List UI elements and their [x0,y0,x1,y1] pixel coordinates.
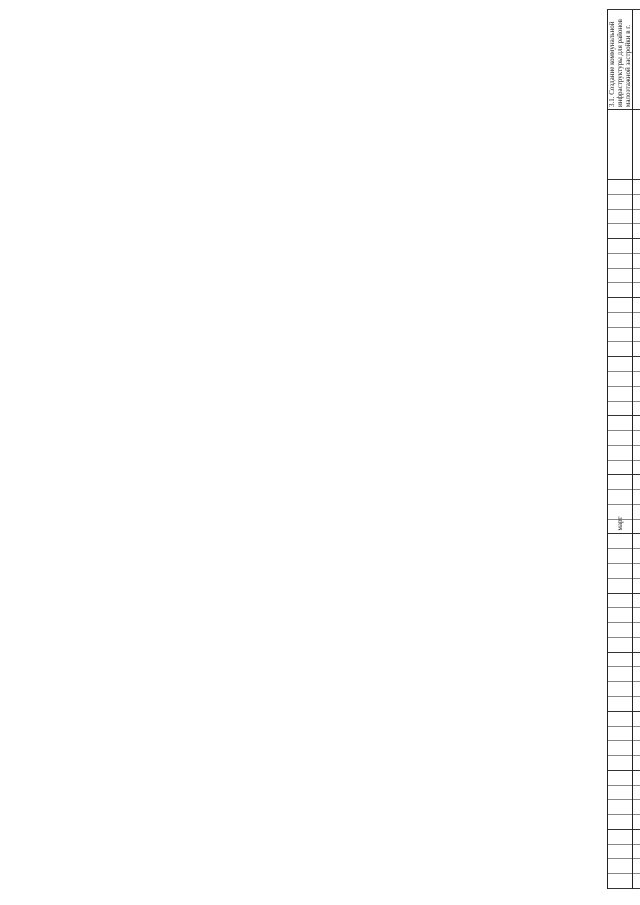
quarter-divider [607,740,640,741]
quarter-divider [607,548,640,549]
quarter-divider [607,445,640,446]
year-divider [607,652,640,653]
quarter-divider [607,563,640,564]
year-divider [607,297,640,298]
quarter-divider [607,401,640,402]
quarter-divider [607,637,640,638]
row-divider [607,10,608,889]
year-divider [607,829,640,830]
quarter-divider [607,489,640,490]
year-divider [607,534,640,535]
year-divider [607,593,640,594]
year-divider [607,415,640,416]
year-divider [607,356,640,357]
deadline-mark: март [615,516,624,531]
quarter-divider [607,194,640,195]
quarter-divider [607,622,640,623]
table-row-label: 3.1. Создание коммунальной инфраструктуры для районов малоэтажной застройки в г. [608,19,632,107]
year-divider [607,770,640,771]
quarter-divider [607,858,640,859]
quarter-divider [607,844,640,845]
year-divider [607,474,640,475]
quarter-divider [607,814,640,815]
quarter-divider [607,607,640,608]
quarter-divider [607,209,640,210]
quarter-divider [607,873,640,874]
quarter-divider [607,681,640,682]
year-divider [607,888,640,889]
quarter-divider [607,253,640,254]
quarter-divider [607,341,640,342]
quarter-divider [607,785,640,786]
quarter-divider [607,504,640,505]
quarter-divider [607,371,640,372]
quarter-divider [607,726,640,727]
rotated-table-page [555,0,640,905]
quarter-divider [607,799,640,800]
row-divider [632,10,633,889]
quarter-divider [607,268,640,269]
column-divider-label [607,109,640,110]
quarter-divider [607,386,640,387]
quarter-divider [607,282,640,283]
quarter-divider [607,755,640,756]
year-divider [607,711,640,712]
quarter-divider [607,460,640,461]
quarter-divider [607,223,640,224]
column-divider-responsible [607,179,640,180]
table-border-right [607,9,640,10]
quarter-divider [607,430,640,431]
quarter-divider [607,666,640,667]
quarter-divider [607,312,640,313]
quarter-divider [607,327,640,328]
quarter-divider [607,578,640,579]
year-divider [607,238,640,239]
quarter-divider [607,696,640,697]
